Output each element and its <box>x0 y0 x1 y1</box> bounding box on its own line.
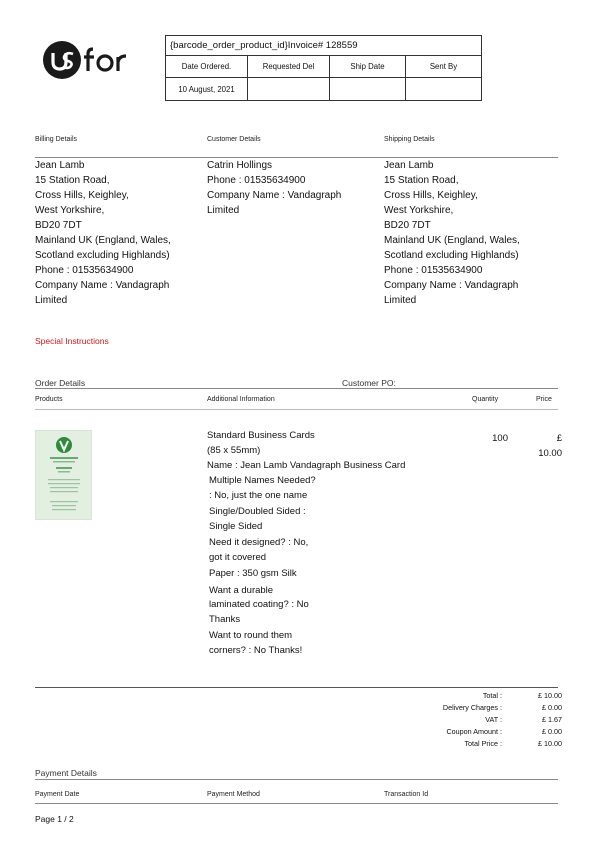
shipping-line: Company Name : Vandagraph <box>384 280 519 291</box>
option-corners <box>209 629 359 658</box>
col-ship-date: Ship Date <box>330 56 406 77</box>
col-quantity: Quantity <box>472 396 499 403</box>
order-divider-top <box>35 388 558 389</box>
option-design <box>209 536 359 565</box>
col-requested-del: Requested Del <box>248 56 330 77</box>
col-price: Price <box>536 396 552 403</box>
col-additional-info: Additional Information <box>207 396 275 403</box>
product-name-line: Standard Business Cards <box>207 430 315 441</box>
customer-line: Catrin Hollings <box>207 160 273 171</box>
order-divider-header <box>35 409 558 410</box>
price-currency: £ <box>556 433 562 444</box>
company-logo <box>42 40 134 80</box>
totals-row <box>372 725 562 737</box>
option-line: Paper : 350 gsm Silk <box>209 568 297 579</box>
billing-label: Billing Details <box>35 136 78 143</box>
billing-line: West Yorkshire, <box>35 205 105 216</box>
shipping-line: Phone : 01535634900 <box>384 265 483 276</box>
payment-details-title: Payment Details <box>35 768 97 778</box>
col-payment-method: Payment Method <box>207 791 260 798</box>
coupon-value: £ 0.00 <box>542 726 562 736</box>
option-line: Need it designed? : No, <box>209 537 309 548</box>
shipping-label: Shipping Details <box>384 136 435 143</box>
option-line: : No, just the one name <box>209 489 308 501</box>
billing-address <box>35 158 205 308</box>
billing-line: Limited <box>35 295 68 306</box>
option-line: Thanks <box>209 613 241 625</box>
billing-line: Company Name : Vandagraph <box>35 280 170 291</box>
value-requested-del <box>248 78 330 101</box>
total-value: £ 10.00 <box>538 690 562 700</box>
vat-label: VAT : <box>485 714 502 724</box>
totals-row <box>372 737 562 749</box>
option-line: corners? : No Thanks! <box>209 644 303 656</box>
shipping-line: BD20 7DT <box>384 220 431 231</box>
value-sent-by <box>406 78 481 101</box>
option-line: Multiple Names Needed? <box>209 475 316 486</box>
billing-line: Mainland UK (England, Wales, <box>35 235 171 246</box>
page-number: Page 1 / 2 <box>35 814 74 824</box>
vat-value: £ 1.67 <box>542 714 562 724</box>
invoice-header-table <box>165 35 482 101</box>
product-name <box>207 428 467 473</box>
special-instructions-heading: Special Instructions <box>35 336 109 346</box>
billing-line: 15 Station Road, <box>35 175 110 186</box>
delivery-value: £ 0.00 <box>542 702 562 712</box>
value-date-ordered: 10 August, 2021 <box>166 78 248 101</box>
total-price-label: Total Price : <box>464 738 502 748</box>
item-price <box>520 431 562 461</box>
item-quantity: 100 <box>492 433 508 444</box>
shipping-line: West Yorkshire, <box>384 205 454 216</box>
payment-divider-bottom <box>35 803 558 804</box>
billing-line: Phone : 01535634900 <box>35 265 134 276</box>
customer-line: Limited <box>207 205 240 216</box>
customer-line: Company Name : Vandagraph <box>207 190 342 201</box>
total-label: Total : <box>482 690 502 700</box>
col-sent-by: Sent By <box>429 62 458 71</box>
product-thumbnail <box>35 430 92 520</box>
option-line: Want a durable <box>209 584 274 596</box>
billing-line: Jean Lamb <box>35 160 85 171</box>
customer-line: Phone : 01535634900 <box>207 175 306 186</box>
product-options <box>209 474 359 658</box>
totals-block <box>372 689 562 749</box>
col-transaction-id: Transaction Id <box>384 791 429 798</box>
billing-line: BD20 7DT <box>35 220 82 231</box>
shipping-line: Scotland excluding Highlands) <box>384 250 519 261</box>
shipping-line: Mainland UK (England, Wales, <box>384 235 520 246</box>
col-products: Products <box>35 396 63 403</box>
shipping-line: Limited <box>384 295 417 306</box>
shipping-address <box>384 158 554 308</box>
payment-divider-top <box>35 779 558 780</box>
totals-row <box>372 701 562 713</box>
totals-divider <box>35 687 558 688</box>
customer-po: Customer PO: <box>342 378 396 388</box>
option-line: laminated coating? : No <box>209 599 309 610</box>
customer-details <box>207 158 377 218</box>
totals-row <box>372 713 562 725</box>
option-line: got it covered <box>209 551 267 563</box>
delivery-label: Delivery Charges : <box>442 702 502 712</box>
product-name-line: Name : Jean Lamb Vandagraph Business Card <box>207 460 406 471</box>
billing-line: Cross Hills, Keighley, <box>35 190 129 201</box>
billing-line: Scotland excluding Highlands) <box>35 250 170 261</box>
option-lamination <box>209 584 359 628</box>
option-paper <box>209 567 359 582</box>
shipping-line: 15 Station Road, <box>384 175 459 186</box>
coupon-label: Coupon Amount : <box>446 726 502 736</box>
option-multiple-names <box>209 474 359 503</box>
customer-label: Customer Details <box>207 136 261 143</box>
shipping-line: Cross Hills, Keighley, <box>384 190 478 201</box>
totals-row <box>372 689 562 701</box>
option-line: Want to round them <box>209 630 293 641</box>
order-details-title: Order Details <box>35 378 86 388</box>
shipping-line: Jean Lamb <box>384 160 434 171</box>
total-price-value: £ 10.00 <box>538 738 562 748</box>
col-payment-date: Payment Date <box>35 791 80 798</box>
product-name-line: (85 x 55mm) <box>207 445 261 456</box>
price-value: 10.00 <box>538 448 562 459</box>
col-date-ordered: Date Ordered. <box>166 56 248 77</box>
value-ship-date <box>330 78 406 101</box>
option-sides <box>209 505 359 534</box>
option-line: Single/Doubled Sided : <box>209 506 306 517</box>
option-line: Single Sided <box>209 520 263 532</box>
invoice-number: {barcode_order_product_id}Invoice# 128559 <box>166 36 481 56</box>
